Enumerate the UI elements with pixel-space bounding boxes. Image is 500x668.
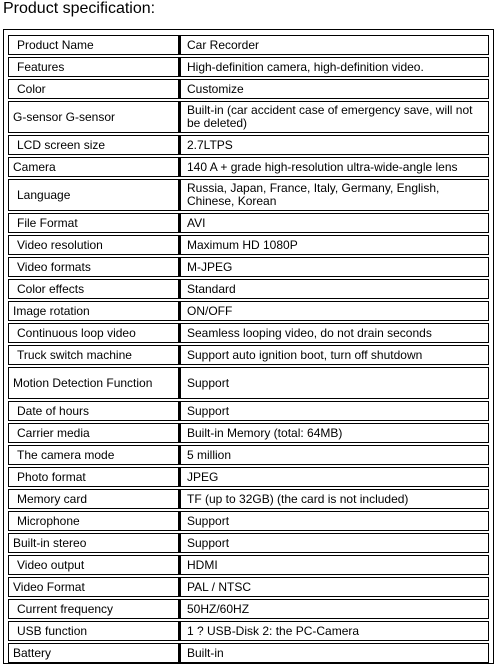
spec-value: AVI	[179, 213, 489, 233]
spec-value: Support	[179, 401, 489, 421]
table-row	[8, 533, 489, 553]
spec-key: Color effects	[8, 279, 179, 299]
spec-key: USB function	[8, 621, 179, 641]
table-row	[8, 301, 489, 321]
table-row	[8, 35, 489, 55]
spec-value: Built-in	[179, 643, 489, 663]
spec-value: Seamless looping video, do not drain seconds	[179, 323, 489, 343]
spec-key: Battery	[8, 643, 179, 663]
spec-value: ON/OFF	[179, 301, 489, 321]
table-row	[8, 257, 489, 277]
table-row	[8, 213, 489, 233]
table-row	[8, 79, 489, 99]
spec-value: Support	[179, 533, 489, 553]
spec-value: JPEG	[179, 467, 489, 487]
spec-value: High-definition camera, high-definition video.	[179, 57, 489, 77]
spec-key: LCD screen size	[8, 135, 179, 155]
spec-key: Truck switch machine	[8, 345, 179, 365]
table-row	[8, 135, 489, 155]
table-row	[8, 599, 489, 619]
spec-key: Photo format	[8, 467, 179, 487]
table-row	[8, 401, 489, 421]
table-row	[8, 445, 489, 465]
spec-value: Maximum HD 1080P	[179, 235, 489, 255]
spec-key: Language	[8, 179, 179, 211]
spec-key: File Format	[8, 213, 179, 233]
spec-key: Memory card	[8, 489, 179, 509]
spec-value: Standard	[179, 279, 489, 299]
spec-value: Support	[179, 367, 489, 399]
spec-key: The camera mode	[8, 445, 179, 465]
table-row	[8, 511, 489, 531]
table-row	[8, 489, 489, 509]
table-row	[8, 323, 489, 343]
spec-key: Image rotation	[8, 301, 179, 321]
spec-value: Built-in (car accident case of emergency save, will not be deleted)	[179, 101, 489, 133]
spec-key: G-sensor G-sensor	[8, 101, 179, 133]
table-row	[8, 101, 489, 133]
spec-value: Car Recorder	[179, 35, 489, 55]
table-row	[8, 179, 489, 211]
spec-value: HDMI	[179, 555, 489, 575]
table-row	[8, 57, 489, 77]
spec-key: Video resolution	[8, 235, 179, 255]
spec-key: Carrier media	[8, 423, 179, 443]
spec-value: M-JPEG	[179, 257, 489, 277]
page-title: Product specification:	[3, 0, 156, 17]
table-row	[8, 577, 489, 597]
spec-key: Product Name	[8, 35, 179, 55]
spec-value: Russia, Japan, France, Italy, Germany, English, Chinese, Korean	[179, 179, 489, 211]
spec-key: Current frequency	[8, 599, 179, 619]
spec-value: 2.7LTPS	[179, 135, 489, 155]
table-row	[8, 467, 489, 487]
spec-key: Camera	[8, 157, 179, 177]
spec-key: Continuous loop video	[8, 323, 179, 343]
spec-value: Customize	[179, 79, 489, 99]
table-row	[8, 555, 489, 575]
spec-value: 1 ? USB-Disk 2: the PC-Camera	[179, 621, 489, 641]
table-row	[8, 621, 489, 641]
spec-value: 140 A + grade high-resolution ultra-wide-angle lens	[179, 157, 489, 177]
table-row	[8, 345, 489, 365]
spec-key: Video output	[8, 555, 179, 575]
spec-value: PAL / NTSC	[179, 577, 489, 597]
table-row	[8, 235, 489, 255]
spec-value: Support auto ignition boot, turn off shutdown	[179, 345, 489, 365]
spec-value: 5 million	[179, 445, 489, 465]
table-row	[8, 279, 489, 299]
spec-key: Features	[8, 57, 179, 77]
spec-key: Motion Detection Function	[8, 367, 179, 399]
table-row	[8, 423, 489, 443]
table-row	[8, 157, 489, 177]
spec-value: TF (up to 32GB) (the card is not included)	[179, 489, 489, 509]
spec-key: Date of hours	[8, 401, 179, 421]
spec-key: Built-in stereo	[8, 533, 179, 553]
table-row	[8, 367, 489, 399]
spec-key: Video formats	[8, 257, 179, 277]
spec-key: Microphone	[8, 511, 179, 531]
spec-value: Support	[179, 511, 489, 531]
table-row	[8, 643, 489, 663]
spec-key: Color	[8, 79, 179, 99]
spec-table	[8, 33, 489, 665]
spec-value: Built-in Memory (total: 64MB)	[179, 423, 489, 443]
spec-value: 50HZ/60HZ	[179, 599, 489, 619]
spec-key: Video Format	[8, 577, 179, 597]
